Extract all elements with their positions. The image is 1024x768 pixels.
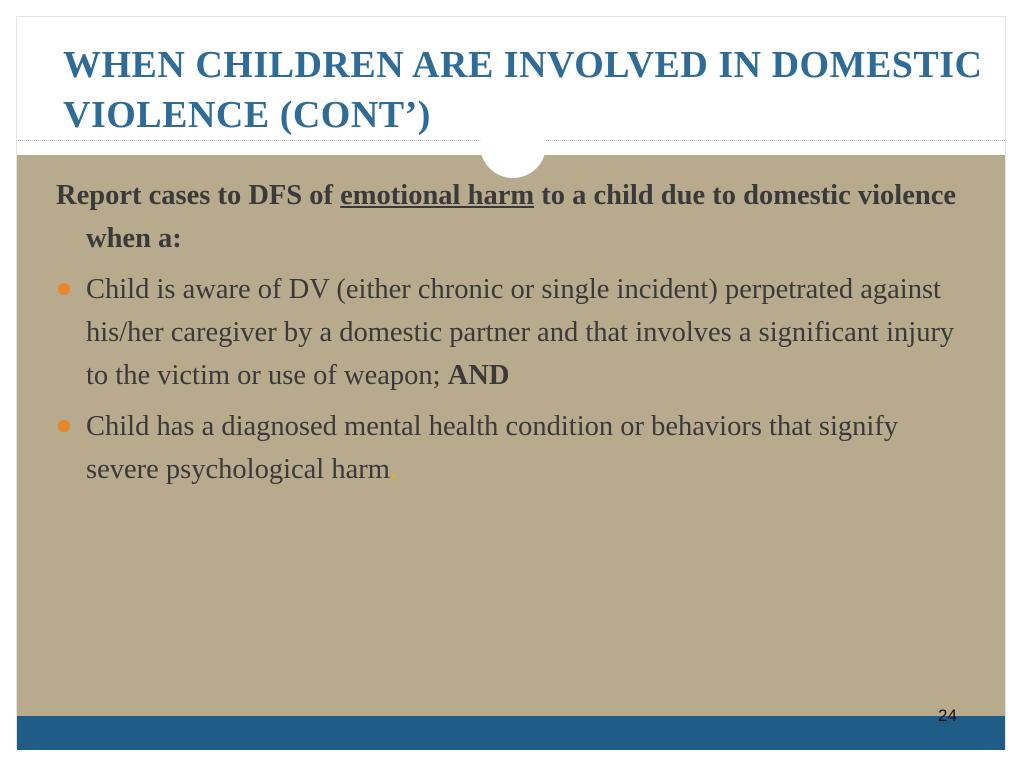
bullet-accent-period: . [389,454,398,485]
lead-underlined-text: emotional harm [340,180,535,211]
lead-text-before: Report cases to DFS of [56,180,341,211]
slide-body [56,174,976,499]
bullet-item-awareness [56,268,976,397]
bullet-bold-suffix: AND [447,360,510,391]
slide-title: WHEN CHILDREN ARE INVOLVED IN DOMESTIC VIOLENCE (CONT’) [63,44,983,136]
lead-paragraph [56,174,976,260]
orange-dot-icon [58,420,70,432]
circle-ornament [480,112,546,178]
bullet-text: Child has a diagnosed mental health condition or behaviors that signify severe psychological harm [86,411,899,485]
orange-dot-icon [58,283,70,295]
bullet-item-mental-health [56,405,976,491]
page-number: 24 [938,706,957,725]
bullet-list [56,268,976,491]
lead-text-after: to a child due to domestic violence when a: [86,180,957,254]
bullet-text: Child is aware of DV (either chronic or single incident) perpetrated against his/her caregiver by a domestic partner and that involves a significant injury to the victim or use of weapon; [86,274,955,391]
footer-bar [17,716,1005,750]
